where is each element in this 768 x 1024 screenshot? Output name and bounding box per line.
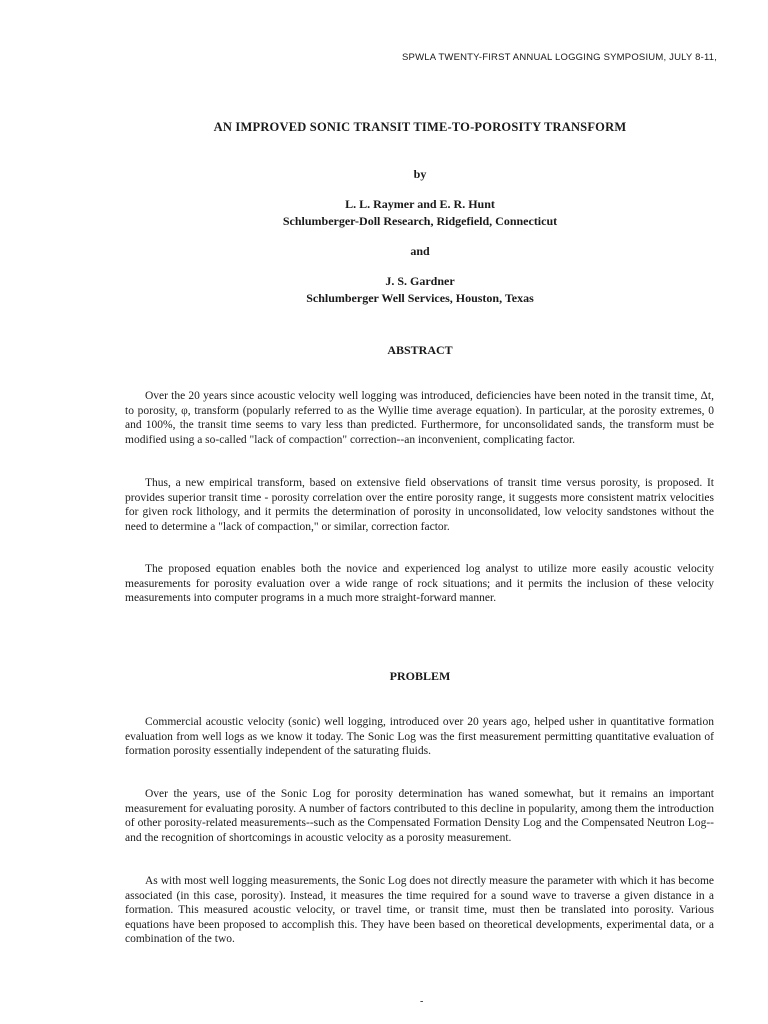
author-names-1: L. L. Raymer and E. R. Hunt xyxy=(345,197,495,211)
author-names-2: J. S. Gardner xyxy=(385,274,455,288)
abstract-paragraph: The proposed equation enables both the novice and experienced log analyst to utilize more easily acoustic velocity measurements for porosity evaluation over a wide range of rock situations; and it permits the inclusion of these velocity measurements into computer programs in a much more straight-forward manner. xyxy=(125,563,714,605)
paper-title: AN IMPROVED SONIC TRANSIT TIME-TO-POROSITY TRANSFORM xyxy=(213,120,627,134)
running-head: SPWLA TWENTY-FIRST ANNUAL LOGGING SYMPOSIUM, JULY 8-11, xyxy=(402,52,718,63)
byline: by xyxy=(413,167,427,181)
and-separator: and xyxy=(410,244,430,258)
problem-heading: PROBLEM xyxy=(389,669,451,683)
problem-paragraph: Over the years, use of the Sonic Log for porosity determination has waned somewhat, but it remains an important measurement for evaluating porosity. A number of factors contributed to this decline in popularity, among them the introduction of other porosity-related measurements--such as the Compensated Formation Density Log and the Compensated Neutron Log--and the recognition of shortcomings in acoustic velocity as a porosity measurement. xyxy=(125,788,714,844)
author-block-1 xyxy=(0,196,768,230)
abstract-heading: ABSTRACT xyxy=(387,343,453,357)
problem-paragraph: As with most well logging measurements, the Sonic Log does not directly measure the parameter with which it has become associated (in this case, porosity). Instead, it measures the time required for a sound wave to traverse a given distance in a formation. This measured acoustic velocity, or travel time, or transit time, must then be translated into porosity. Various equations have been proposed to accomplish this. They have been based on theoretical developments, experimental data, or a combination of the two. xyxy=(125,875,714,946)
author-affiliation-1: Schlumberger-Doll Research, Ridgefield, Connecticut xyxy=(282,214,558,228)
footer-mark: - xyxy=(420,996,424,1007)
abstract-paragraph: Thus, a new empirical transform, based on extensive field observations of transit time versus porosity, is proposed. It provides superior transit time - porosity correlation over the entire porosity range, it suggests more consistent matrix velocities for given rock lithology, and it permits the determination of porosity in unconsolidated, low velocity sandstones without the need to determine a "lack of compaction," or similar, correction factor. xyxy=(125,477,714,533)
author-block-2 xyxy=(0,273,768,307)
author-affiliation-2: Schlumberger Well Services, Houston, Texas xyxy=(306,291,534,305)
problem-paragraph: Commercial acoustic velocity (sonic) well logging, introduced over 20 years ago, helped usher in quantitative formation evaluation from well logs as we know it today. The Sonic Log was the first measurement permitting quantitative evaluation of formation porosity essentially independent of the saturating fluids. xyxy=(125,716,714,758)
abstract-paragraph: Over the 20 years since acoustic velocity well logging was introduced, deficiencies have been noted in the transit time, Δt, to porosity, φ, transform (popularly referred to as the Wyllie time average equation). In particular, at the porosity extremes, 0 and 100%, the transit time seems to vary less than predicted. Furthermore, for unconsolidated sands, the transform must be modified using a so-called "lack of compaction" correction--an inconvenient, complicating factor. xyxy=(125,390,714,446)
